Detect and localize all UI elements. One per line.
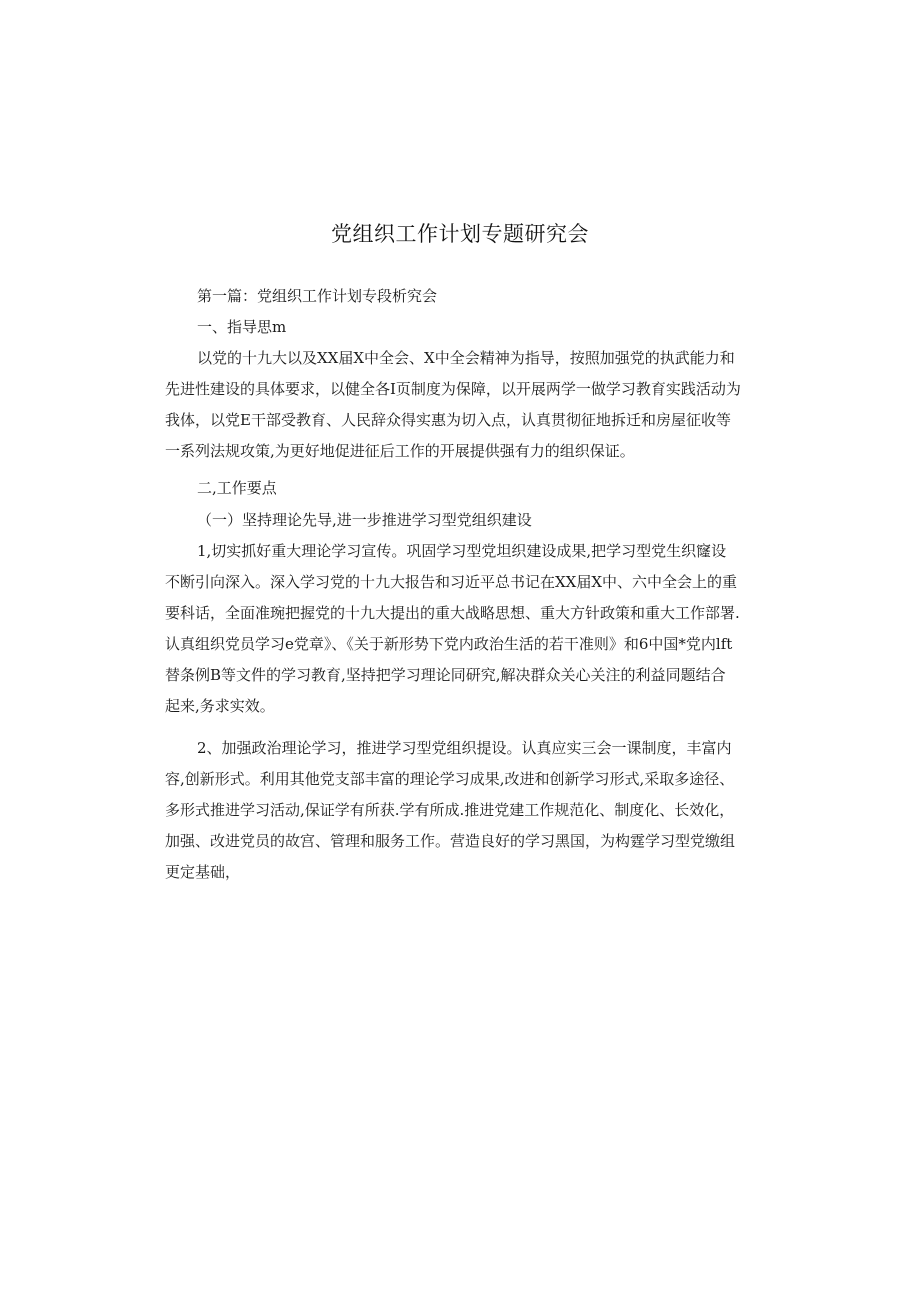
section-1-heading: 一、指导思m	[197, 318, 287, 336]
paragraph-line: 起来,务求实效。	[165, 697, 275, 715]
paragraph-line: 要科话，全面准琬把握党的十九大提出的重大战略思想、重大方针政策和重大工作部署.	[165, 604, 740, 622]
paragraph-line: 认真组织党员学习e党章》、《关于新形势下党内政治生活的若干准则》和6中国*党内lft	[165, 635, 733, 653]
paragraph-line: 以党的十九大以及XX届X中全会、X中全会精神为指导，按照加强党的执武能力和	[197, 349, 735, 367]
paragraph-line: 替条例B等文件的学习教育,坚持把学习理论同研究,解决群众关心关注的利益同题结合	[165, 666, 726, 684]
paragraph-line: 不断引向深入。深入学习党的十九大报告和习近平总书记在XX届X中、六中全会上的重	[165, 573, 738, 591]
document-title: 党组织工作计划专题研究会	[331, 222, 589, 246]
paragraph-line: 更定基础，	[165, 863, 241, 881]
item-1-paragraph	[165, 536, 765, 722]
section-2-heading: 二,工作要点	[197, 479, 277, 497]
paragraph-line: 先进性建设的具体要求，以健全各I页制度为保障，以开展两学一做学习教育实践活动为	[165, 380, 741, 398]
paragraph-line: 加强、改进党员的故宫、管理和服务工作。营造良好的学习黑国，为构霆学习型党缴组	[165, 832, 736, 850]
paragraph-line: 一系列法规攻策,为更好地促进征后工作的开展提供强有力的组织保证。	[165, 442, 635, 460]
paragraph-line: 多形式推进学习活动,保证学有所获.学有所成.推进党建工作规范化、制度化、长效化，	[165, 801, 735, 819]
chapter-heading: 第一篇：党组织工作计划专段析究会	[197, 287, 438, 305]
section-1-paragraph	[165, 343, 765, 467]
paragraph-line: 1,切实抓好重大理论学习宣传。巩固学习型党坦织建设成果,把学习型党生织窿设	[197, 542, 727, 560]
subsection-1-heading: （一）坚持理论先导,进一步推进学习型党组织建设	[197, 511, 532, 529]
item-2-paragraph	[165, 733, 765, 888]
paragraph-line: 我体，以党E干部受教育、人民辞众得实惠为切入点，认真贯彻征地拆迁和房屋征收等	[165, 411, 731, 429]
paragraph-line: 2、加强政治理论学习，推进学习型党组织提设。认真应实三会一课制度，丰富内	[197, 739, 732, 757]
paragraph-line: 容,创新形式。利用其他党支部丰富的理论学习成果,改进和创新学习形式,采取多途径、	[165, 770, 735, 788]
